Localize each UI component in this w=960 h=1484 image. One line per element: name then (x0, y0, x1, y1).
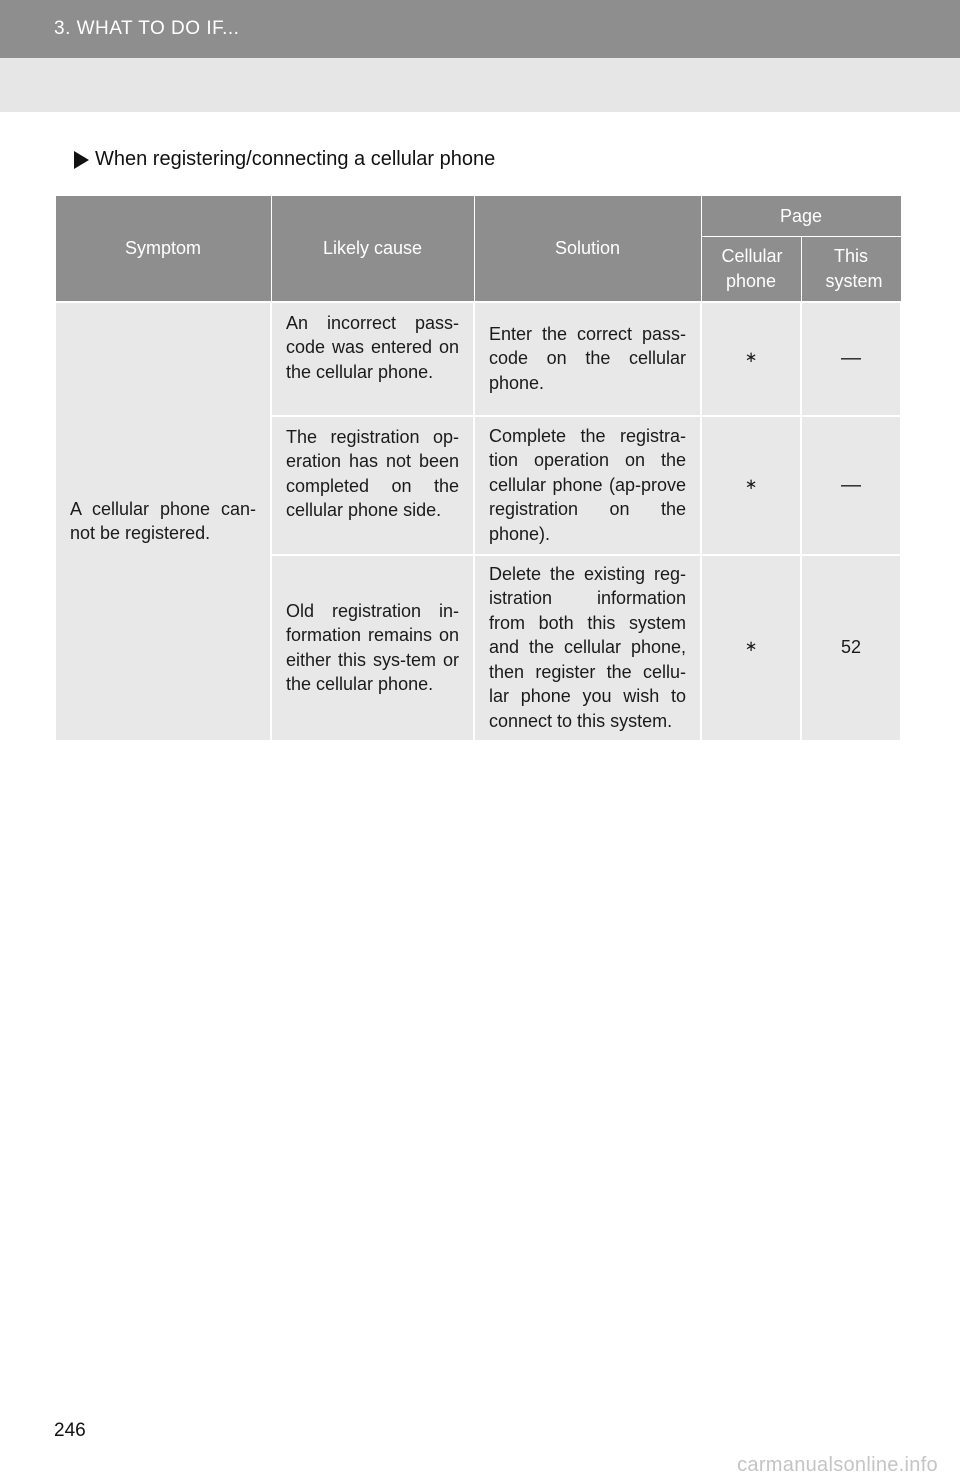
cause-cell: The registration op-eration has not been completed on the cellular phone side. (271, 416, 474, 555)
solution-cell: Complete the registra-tion operation on the cellular phone (ap-prove registration on the phone). (474, 416, 701, 555)
header-page: Page (701, 196, 901, 237)
this-system-ref: — (801, 302, 901, 416)
symptom-cell: A cellular phone can-not be registered. (55, 302, 271, 741)
cellular-phone-ref: ∗ (701, 555, 801, 741)
heading-text: When registering/connecting a cellular phone (95, 148, 496, 170)
this-system-ref: — (801, 416, 901, 555)
header-likely-cause: Likely cause (271, 196, 474, 302)
solution-cell: Enter the correct pass-code on the cellular phone. (474, 302, 701, 416)
section-title: 3. WHAT TO DO IF... (54, 18, 240, 39)
header-symptom: Symptom (55, 196, 271, 302)
header-this-system: This system (801, 237, 901, 302)
header-strip (0, 0, 960, 58)
cellular-phone-ref: ∗ (701, 416, 801, 555)
solution-cell: Delete the existing reg-istration information from both this system and the cellular phone, then register the cellu-lar phone you wish to connect to this system. (474, 555, 701, 741)
header-cellular-phone: Cellular phone (701, 237, 801, 302)
table-row (55, 302, 901, 416)
this-system-ref: 52 (801, 555, 901, 741)
header-solution: Solution (474, 196, 701, 302)
page-number: 246 (54, 1420, 86, 1441)
cellular-phone-ref: ∗ (701, 302, 801, 416)
cause-cell: An incorrect pass-code was entered on the cellular phone. (271, 302, 474, 416)
watermark: carmanualsonline.info (737, 1454, 938, 1476)
triangle-bullet-icon (74, 151, 89, 169)
troubleshooting-table (54, 195, 902, 742)
cause-cell: Old registration in-formation remains on either this sys-tem or the cellular phone. (271, 555, 474, 741)
section-heading (74, 148, 495, 171)
